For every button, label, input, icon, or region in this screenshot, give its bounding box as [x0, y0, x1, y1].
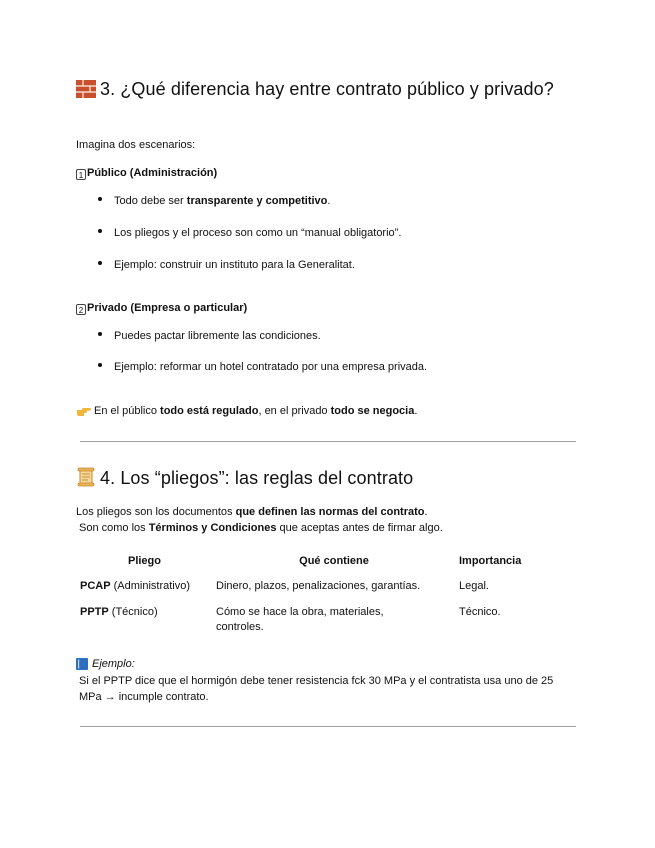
brick-icon — [76, 80, 96, 104]
table-cell: Dinero, plazos, penalizaciones, garantías. — [216, 580, 421, 592]
section-4-heading — [76, 467, 413, 493]
summary-note: En el público todo está regulado, en el privado todo se negocia. — [76, 404, 417, 421]
keycap-two-icon: 2 — [76, 304, 86, 315]
list-item: Puedes pactar libremente las condiciones. — [98, 329, 321, 343]
section-4-title: 4. Los “pliegos”: las reglas del contrato — [100, 468, 414, 488]
table-row — [76, 573, 561, 599]
pliegos-analogy: Son como los Términos y Condiciones que aceptas antes de firmar algo. — [79, 522, 443, 534]
column-header: Pliego — [127, 555, 161, 567]
divider — [80, 441, 576, 442]
section-3-heading — [76, 78, 556, 104]
book-icon — [76, 658, 88, 674]
bullet-icon — [98, 229, 102, 233]
table-cell: Técnico. — [459, 606, 501, 618]
public-subheading: 1 Público (Administración) — [76, 166, 217, 180]
pliegos-table — [76, 549, 561, 635]
pointing-hand-icon — [76, 405, 92, 421]
list-item: Ejemplo: construir un instituto para la Generalitat. — [98, 258, 355, 272]
list-item: Los pliegos y el proceso son como un “manual obligatorio”. — [98, 226, 401, 240]
bullet-icon — [98, 363, 102, 367]
table-cell: Cómo se hace la obra, materiales, controles. — [216, 606, 384, 633]
table-header-row — [76, 549, 561, 573]
private-subheading: 2 Privado (Empresa o particular) — [76, 301, 247, 315]
list-item: Todo debe ser transparente y competitivo. — [98, 194, 330, 208]
example-label: Ejemplo: — [76, 657, 135, 674]
list-item: Ejemplo: reformar un hotel contratado por una empresa privada. — [98, 360, 427, 374]
table-cell: PPTP (Técnico) — [80, 606, 158, 618]
keycap-one-icon: 1 — [76, 169, 86, 180]
column-header: Importancia — [459, 555, 522, 567]
section-3-title: 3. ¿Qué diferencia hay entre contrato público y privado? — [100, 79, 554, 99]
bullet-icon — [98, 197, 102, 201]
table-cell: Legal. — [459, 580, 489, 592]
bullet-icon — [98, 332, 102, 336]
pliegos-definition: Los pliegos son los documentos que definen las normas del contrato. — [76, 506, 428, 518]
table-cell: PCAP (Administrativo) — [80, 580, 191, 592]
table-row — [76, 599, 561, 635]
bullet-icon — [98, 261, 102, 265]
column-header: Qué contiene — [299, 555, 369, 567]
intro-text: Imagina dos escenarios: — [76, 139, 196, 151]
divider — [80, 726, 576, 727]
example-text: Si el PPTP dice que el hormigón debe tener resistencia fck 30 MPa y el contratista usa uno de 25 MPa → incumple contrato. — [79, 675, 554, 703]
scroll-icon — [76, 467, 96, 493]
